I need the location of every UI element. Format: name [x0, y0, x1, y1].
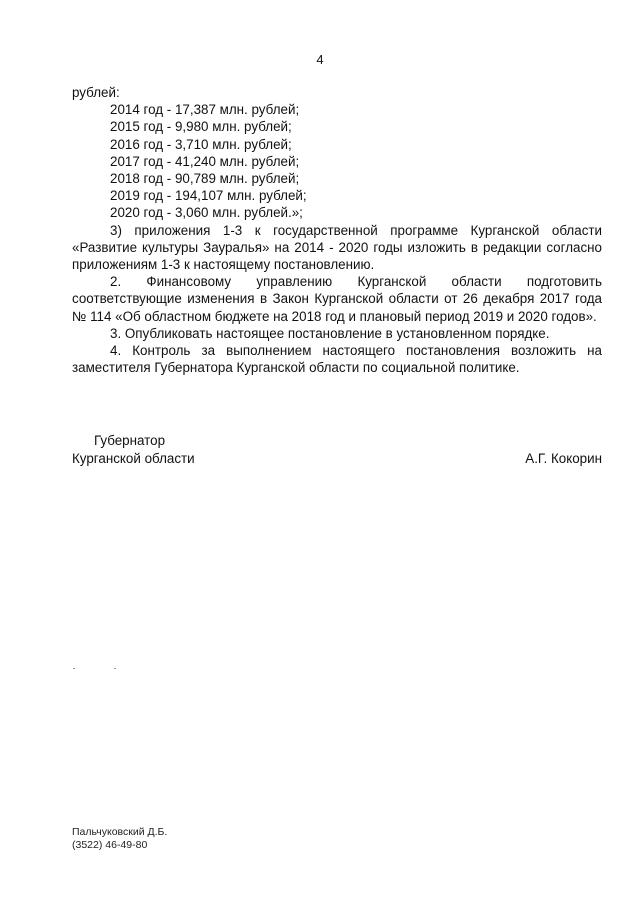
scan-speck: [73, 668, 75, 669]
document-body: [72, 84, 602, 376]
year-line-2015: 2015 год - 9,980 млн. рублей;: [110, 119, 292, 135]
year-line-2020: 2020 год - 3,060 млн. рублей.»;: [110, 205, 303, 221]
executor-name: Пальчуковский Д.Б.: [72, 826, 168, 838]
year-line-2019: 2019 год - 194,107 млн. рублей;: [110, 188, 307, 204]
signature-row: [72, 450, 602, 468]
year-line-2016: 2016 год - 3,710 млн. рублей;: [110, 136, 292, 152]
signature-block: [72, 432, 602, 468]
year-line-2017: 2017 год - 41,240 млн. рублей;: [110, 153, 300, 169]
intro-line: рублей:: [72, 85, 120, 100]
paragraph-publish: 3. Опубликовать настоящее постановление в установленном порядке.: [110, 325, 550, 341]
paragraph-finance: 2. Финансовому управлению Курганской области подготовить соответствующие изменения в Закон Курганской области от 26 декабря 2017 года № 114 «Об областном бюджете на 2018 год и плановый период 2019 и 2020 годов».: [72, 274, 602, 324]
signature-name: А.Г. Кокорин: [525, 451, 602, 466]
executor-phone: (3522) 46-49-80: [72, 839, 148, 851]
paragraph-control: 4. Контроль за выполнением настоящего постановления возложить на заместителя Губернатора Курганской области по социальной политике.: [72, 343, 602, 376]
signature-region: Курганской области: [72, 451, 195, 466]
page-number: 4: [316, 52, 324, 67]
year-line-2014: 2014 год - 17,387 млн. рублей;: [110, 102, 300, 118]
executor-footer: [72, 826, 167, 852]
year-line-2018: 2018 год - 90,789 млн. рублей;: [110, 171, 300, 187]
paragraph-appendices: 3) приложения 1-3 к государственной программе Курганской области «Развитие культуры Зауралья» на 2014 - 2020 годы изложить в редакции согласно приложениям 1-3 к настоящему постановлению.: [72, 222, 602, 273]
scan-speck: [114, 668, 116, 669]
signature-title: Губернатор: [94, 433, 166, 448]
